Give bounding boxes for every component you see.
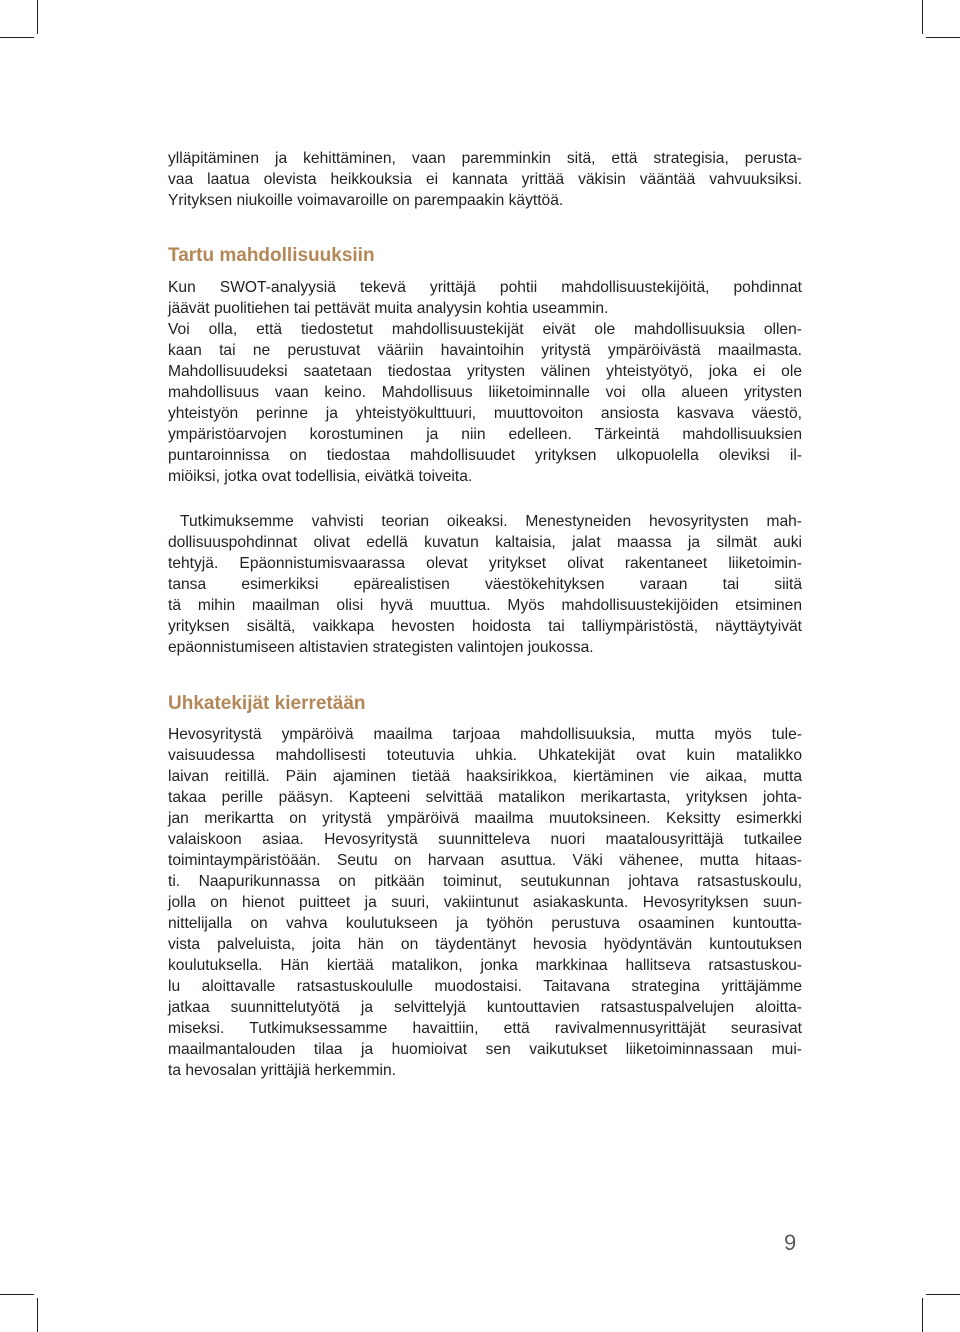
crop-mark — [922, 1298, 923, 1332]
body-line: jan merikartta on yritystä ympäröivä maailma muutoksineen. Keksitty esimerkki — [168, 810, 802, 827]
body-line: jäävät puolitiehen tai pettävät muita analyysin kohtia useammin. — [168, 300, 609, 317]
body-line: puntaroinnissa on tiedostaa mahdollisuudet yrityksen ulkopuolella oleviksi il- — [168, 447, 802, 464]
body-line: laivan reitillä. Päin ajaminen tietää haaksirikkoa, kiertäminen vie aikaa, mutta — [168, 768, 802, 785]
body-line: Tutkimuksemme vahvisti teorian oikeaksi. Menestyneiden hevosyritysten mah- — [180, 513, 802, 530]
body-line: jolla on hienot puitteet ja suuri, vakiintunut asiakaskunta. Hevosyrityksen suun- — [168, 894, 802, 911]
crop-mark — [0, 1294, 34, 1295]
crop-mark — [922, 0, 923, 34]
body-line: valaiskoon asiaa. Hevosyritystä suunnitteleva nuori maatalousyrittäjä tutkailee — [168, 831, 802, 848]
body-line: ylläpitäminen ja kehittäminen, vaan paremminkin sitä, että strategisia, perusta- — [168, 150, 802, 167]
body-line: mahdollisuus vaan keino. Mahdollisuus liiketoiminnalle voi olla alueen yritysten — [168, 384, 802, 401]
body-line: Hevosyritystä ympäröivä maailma tarjoaa mahdollisuuksia, mutta myös tule- — [168, 726, 802, 743]
body-line: Mahdollisuudeksi saatetaan tiedostaa yritysten välinen yhteistyötyö, joka ei ole — [168, 363, 802, 380]
body-line: Yrityksen niukoille voimavaroille on parempaakin käyttöä. — [168, 192, 564, 209]
section-heading: Tartu mahdollisuuksiin — [168, 245, 375, 266]
body-line: vista palveluista, joita hän on täydentänyt hevosia hyödyntävän kuntoutuksen — [168, 936, 802, 953]
body-line: yrityksen sisältä, vaikkapa hevosten hoidosta tai talliympäristöstä, näyttäytyivät — [168, 618, 802, 635]
body-line: tehtyjä. Epäonnistumisvaarassa olevat yritykset olivat rakentaneet liiketoimin- — [168, 555, 802, 572]
crop-mark — [926, 1294, 960, 1295]
body-line: epäonnistumiseen altistavien strategisten valintojen joukossa. — [168, 639, 594, 656]
body-line: jatkaa suunnittelutyötä ja selvittelyjä kuntouttavien ratsastuspalvelujen aloitta- — [168, 999, 802, 1016]
body-line: yhteistyön perinne ja yhteistyökulttuuri, muuttovoiton ansiosta kasvava väestö, — [168, 405, 802, 422]
body-line: nittelijalla on vahva koulutukseen ja työhön perustuva osaaminen kuntoutta- — [168, 915, 802, 932]
body-line: ta hevosalan yrittäjiä herkemmin. — [168, 1062, 396, 1079]
body-line: ympäristöarvojen korostuminen ja niin edelleen. Tärkeintä mahdollisuuksien — [168, 426, 802, 443]
crop-mark — [37, 1298, 38, 1332]
page-number: 9 — [784, 1230, 797, 1255]
body-line: tä mihin maailman olisi hyvä muuttua. Myös mahdollisuustekijöiden etsiminen — [168, 597, 802, 614]
body-line: vaisuudessa mahdollisesti toteutuvia uhkia. Uhkatekijät ovat kuin matalikko — [168, 747, 802, 764]
crop-mark — [926, 37, 960, 38]
crop-mark — [0, 37, 34, 38]
body-line: Kun SWOT-analyysiä tekevä yrittäjä pohtii mahdollisuustekijöitä, pohdinnat — [168, 279, 802, 296]
body-line: maailmantalouden tilaa ja huomioivat sen vaikutukset liiketoiminnassaan mui- — [168, 1041, 802, 1058]
body-line: Voi olla, että tiedostetut mahdollisuustekijät eivät ole mahdollisuuksia ollen- — [168, 321, 802, 338]
body-line: kaan tai ne perustuvat vääriin havaintoihin yritystä ympäröivästä maailmasta. — [168, 342, 802, 359]
body-line: lu aloittavalle ratsastuskoululle muodostaisi. Taitavana strategina yrittäjämme — [168, 978, 802, 995]
body-line: takaa perille pääsyn. Kapteeni selvittää matalikon merikartasta, yrityksen johta- — [168, 789, 802, 806]
body-line: koulutuksella. Hän kiertää matalikon, jonka markkinaa hallitseva ratsastuskou- — [168, 957, 802, 974]
section-heading: Uhkatekijät kierretään — [168, 693, 366, 714]
body-line: toimintaympäristöään. Seutu on harvaan asuttua. Väki vähenee, mutta hitaas- — [168, 852, 802, 869]
crop-mark — [37, 0, 38, 34]
body-line: dollisuuspohdinnat olivat edellä kuvatun kaltaisia, jalat maassa ja silmät auki — [168, 534, 802, 551]
body-line: vaa laatua olevista heikkouksia ei kannata yrittää väkisin vääntää vahvuuksiksi. — [168, 171, 802, 188]
body-line: ti. Naapurikunnassa on pitkään toiminut, seutukunnan johtava ratsastuskoulu, — [168, 873, 802, 890]
body-line: miseksi. Tutkimuksessamme havaittiin, että ravivalmennusyrittäjät seurasivat — [168, 1020, 802, 1037]
body-line: tansa esimerkiksi epärealistisen väestökehityksen varaan tai siitä — [168, 576, 802, 593]
body-line: miöiksi, jotka ovat todellisia, eivätkä toiveita. — [168, 468, 473, 485]
